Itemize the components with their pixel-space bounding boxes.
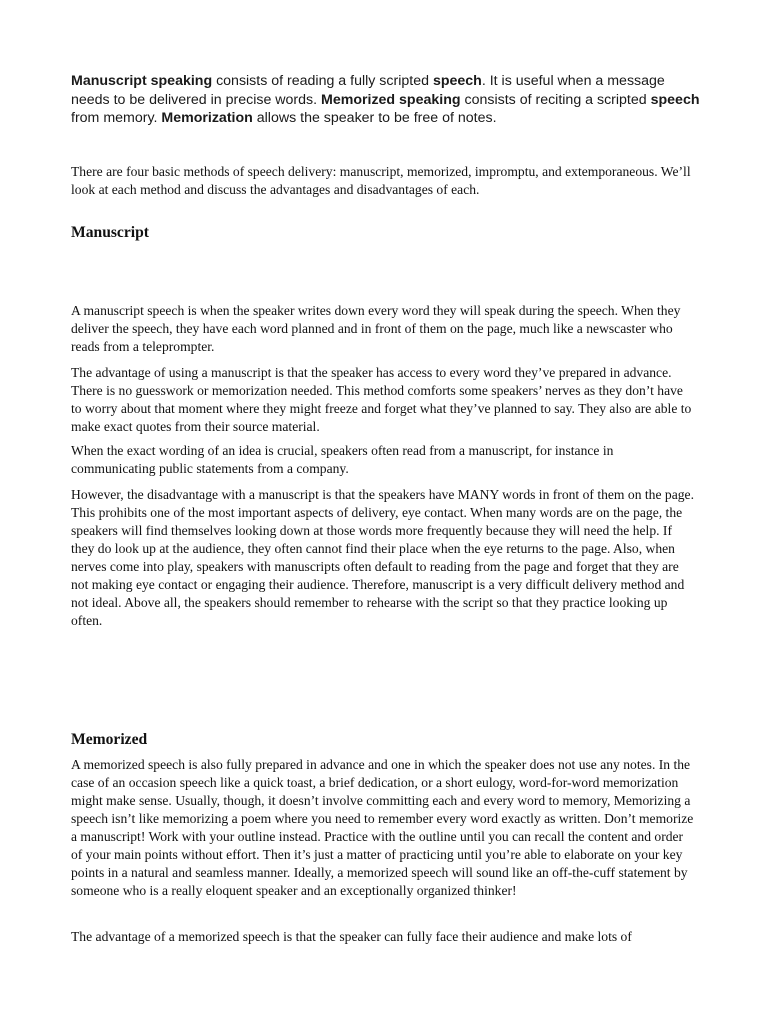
heading-manuscript: Manuscript (71, 224, 149, 241)
intro-text: from memory. (71, 110, 162, 127)
term-speech: speech (650, 91, 700, 108)
heading-memorized: Memorized (71, 731, 148, 748)
intro-text: allows the speaker to be free of notes. (252, 110, 497, 127)
term-manuscript-speaking: Manuscript speaking (71, 73, 213, 89)
term-memorization: Memorization (161, 110, 253, 127)
manuscript-paragraph-1: A manuscript speech is when the speaker writes down every word they will speak during the speech. When they deliver the speech, they have each word planned and in front of them on the page, much like a newscaster who reads from a teleprompter. (71, 303, 681, 354)
memorized-paragraph-1: A memorized speech is also fully prepared in advance and one in which the speaker does not use any notes. In the case of an occasion speech like a quick toast, a brief dedication, or a short eulogy, word-for-word memorization might make sense. Usually, though, it doesn’t involve committing each and every word to memory, Memorizing a speech isn’t like memorizing a poem where you need to remember every word exactly as written. Don’t memorize a manuscript! Work with your outline instead. Practice with the outline until you can recall the content and order of your main points without effort. Then it’s just a matter of practicing until you’re able to elaborate on your key points in a natural and seamless manner. Ideally, a memorized speech will sound like an off-the-cuff statement by someone who is a really eloquent speaker and an exceptionally organized thinker! (71, 757, 694, 898)
manuscript-paragraph-2: The advantage of using a manuscript is that the speaker has access to every word they’ve prepared in advance. There is no guesswork or memorization needed. This method comforts some speakers’ nerves as they don’t have to worry about that moment where they might freeze and forget what they’ve planned to say. They also are able to make exact quotes from their source material. (71, 365, 692, 434)
intro-text: consists of reading a fully scripted (212, 73, 433, 89)
intro-text: . It is useful when a message needs to be delivered in precise words. (71, 73, 665, 108)
term-memorized-speaking: Memorized speaking (321, 91, 461, 108)
manuscript-paragraph-4: However, the disadvantage with a manuscript is that the speakers have MANY words in front of them on the page. This prohibits one of the most important aspects of delivery, eye contact. When many words are on the page, the speakers will find themselves looking down at those words more frequently because they will need the help. If they do look up at the audience, they often cannot find their place when the eye returns to the page. Also, when nerves come into play, speakers with manuscripts often default to reading from the page and forget that they are not making eye contact or engaging their audience. Therefore, manuscript is a very difficult delivery method and not ideal. Above all, the speakers should remember to rehearse with the script so that they practice looking up often. (71, 487, 694, 628)
term-speech: speech (432, 73, 482, 89)
manuscript-paragraph-3: When the exact wording of an idea is crucial, speakers often read from a manuscript, for instance in communicating public statements from a company. (71, 443, 614, 476)
overview-paragraph: There are four basic methods of speech delivery: manuscript, memorized, impromptu, and extemporaneous. We’ll look at each method and discuss the advantages and disadvantages of each. (71, 164, 691, 197)
intro-paragraph (71, 72, 701, 128)
memorized-paragraph-2: The advantage of a memorized speech is that the speaker can fully face their audience and make lots of (71, 929, 632, 944)
intro-text: consists of reciting a scripted (460, 91, 651, 108)
